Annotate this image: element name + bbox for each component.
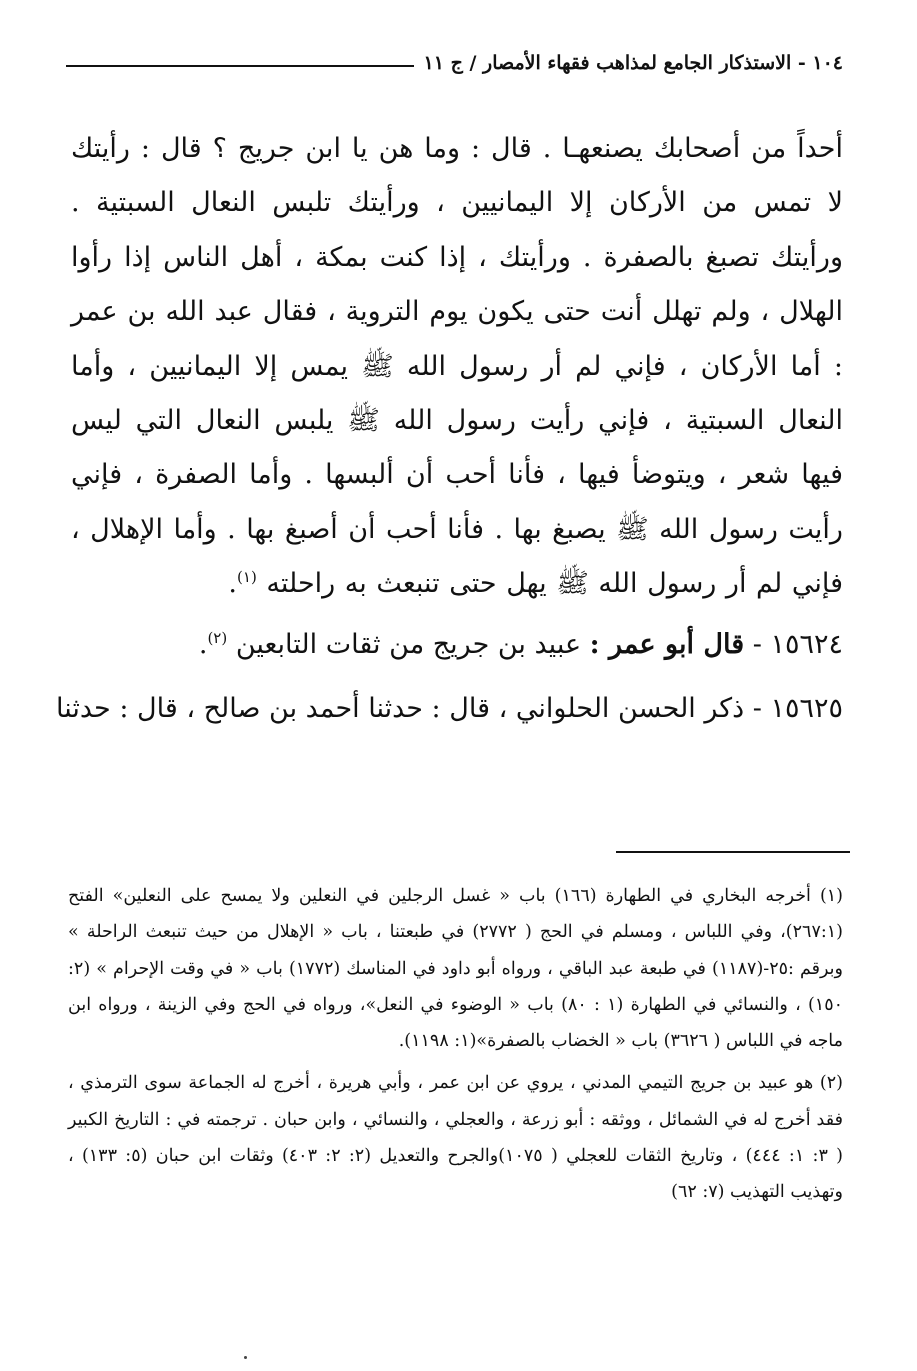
- footnote-1: [68, 878, 843, 1059]
- entry-15624: [71, 618, 843, 672]
- main-line: راحلته: [266, 568, 336, 600]
- footnote-ref: (١): [237, 568, 257, 587]
- header-rule: [66, 65, 414, 67]
- footnote-line: بالصفرة»(١: ١١٩٨).: [398, 1031, 546, 1052]
- sentence-end: .: [198, 628, 208, 660]
- main-line: تمس من الأركان إلا اليمانيين ، ورأيتك تلبس النعال السبتية . ورأيتك تصبغ: [71, 187, 843, 273]
- footnote-separator: [616, 851, 850, 853]
- entry-lead: قال أبو عمر :: [589, 628, 745, 660]
- footnote-line: أخرجه البخاري في الطهارة (١٦٦) باب « غسل الرجلين في النعلين ولا يمسح على النعلين» الفتح: [68, 886, 811, 906]
- sentence-end: .: [228, 568, 238, 600]
- entry-text: عبيد بن جريج من ثقات التابعين: [235, 628, 582, 660]
- main-line: أن أصبغ بها . وأما الإهلال ، فإني لم أر رسول الله ﷺ يهل حتى تنبعث به: [71, 513, 843, 600]
- entry-text: ذكر الحسن الحلواني ، قال : حدثنا أحمد بن صالح ، قال : حدثنا: [55, 692, 745, 724]
- footnote-line: هو عبيد بن جريج التيمي المدني ، يروي عن ابن عمر ، وأبي هريرة ، أخرج له الجماعة سوى: [144, 1073, 814, 1094]
- footnote-line: تنبعث الراحلة » وبرقم :٢٥-(١١٨٧) في طبعة عبد الباقي ، ورواه أبو داود في المناسك (١٧٧٢): [68, 922, 843, 979]
- entry-15625: [55, 682, 843, 736]
- footnote-marker: (٢): [819, 1073, 843, 1094]
- entry-number: ١٥٦٢٤ -: [752, 628, 843, 660]
- footnote-line: (٢: ٢: ٤٠٣) وثقات ابن حبان (٥: ١٣٣) ، وتهذيب التهذيب (٧: ٦٢): [68, 1146, 843, 1203]
- main-line: أحداً من أصحابك يصنعهـا . قال : وما هن يا ابن جريج ؟ قال : رأيتك لا: [71, 133, 843, 219]
- main-line: أر رسول الله ﷺ يمس إلا اليمانيين ، وأما النعال السبتية ، فإني رأيت: [71, 350, 843, 437]
- scan-speck: [244, 1356, 247, 1359]
- footnote-line: ترجمته في : التاريخ الكبير ( ٣: ١: ٤٤٤) ، وتاريخ الثقات للعجلي ( ١٠٧٥)والجرح والتعديل: [68, 1109, 843, 1167]
- main-line: أن ألبسها . وأما الصفرة ، فإني رأيت رسول الله ﷺ يصبغ بها . فأنا أحب: [71, 459, 843, 545]
- footnotes: [68, 878, 843, 1211]
- main-paragraph: [71, 122, 843, 612]
- footnote-line: ورواه في الحج وفي الزينة ، ورواه ابن ماجه في اللباس ( ٣٦٢٦) باب « الخضاب: [68, 994, 843, 1052]
- footnote-line: (٢٦٧:١)، وفي اللباس ، ومسلم في الحج ( ٢٧٧٢) في طبعتنا ، باب « الإهلال من حيث: [194, 922, 843, 943]
- entry-number: ١٥٦٢٥ -: [752, 692, 843, 724]
- footnote-line: الترمذي ، فقد أخرج له في الشمائل ، ووثقه : أبو زرعة ، والعجلي ، والنسائي ، وابن حبان .: [68, 1073, 843, 1130]
- running-title: ١٠٤ - الاستذكار الجامع لمذاهب فقهاء الأمصار / ج ١١: [423, 52, 843, 74]
- main-line: رسول الله ﷺ يلبس النعال التي ليس فيها شعر ، ويتوضأ فيها ، فأنا أحب: [71, 405, 843, 491]
- footnote-ref: (٢): [207, 628, 228, 647]
- footnote-2: [68, 1065, 843, 1210]
- running-header: [66, 52, 843, 74]
- footnote-marker: (١): [819, 886, 843, 906]
- footnote-line: باب « في وقت الإحرام » (٢: ١٥٠) ، والنسائي في الطهارة (١ : ٨٠) باب « الوضوء في النعل»،: [68, 958, 843, 1015]
- main-line: بالصفرة . ورأيتك ، إذا كنت بمكة ، أهل الناس إذا رأوا الهلال ، ولم تهلل: [71, 241, 843, 328]
- main-line: أنت حتى يكون يوم التروية ، فقال عبد الله بن عمر : أما الأركان ، فإني لم: [71, 296, 843, 382]
- main-text: [55, 122, 843, 736]
